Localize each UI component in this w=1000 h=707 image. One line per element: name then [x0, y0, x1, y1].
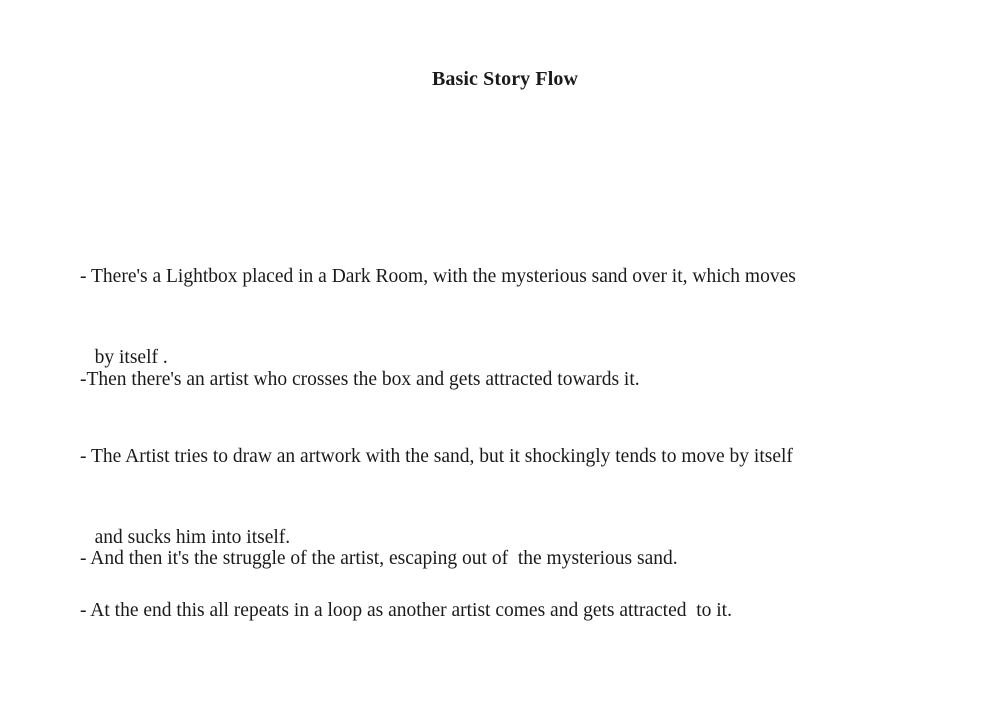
story-point-line: - There's a Lightbox placed in a Dark Room, with the mysterious sand over it, which moves — [80, 266, 796, 287]
story-point-line: by itself . — [80, 347, 168, 368]
story-point-line: - And then it's the struggle of the artist, escaping out of the mysterious sand. — [80, 548, 678, 569]
story-point-line: and sucks him into itself. — [80, 527, 291, 548]
story-point — [80, 543, 880, 651]
page-title: Basic Story Flow — [431, 68, 579, 90]
story-point-line: - At the end this all repeats in a loop as another artist comes and gets attracted to it. — [80, 600, 732, 621]
story-point-line: - The Artist tries to draw an artwork with the sand, but it shockingly tends to move by itself — [80, 446, 793, 467]
story-point-line: -Then there's an artist who crosses the box and gets attracted towards it. — [80, 369, 640, 390]
